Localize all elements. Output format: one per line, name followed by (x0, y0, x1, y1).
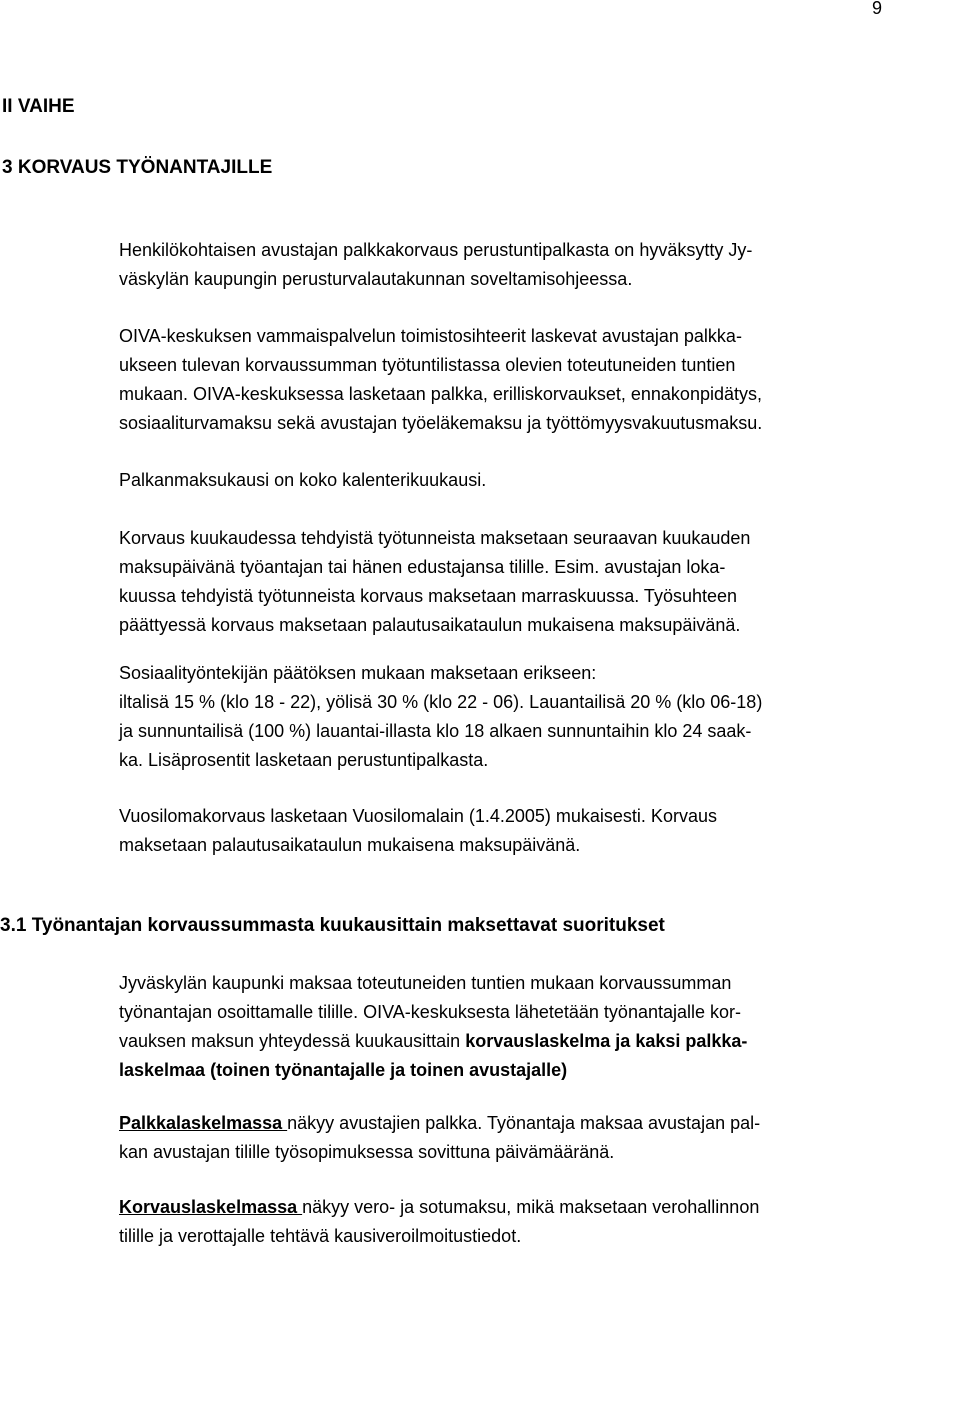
text-line: väskylän kaupungin perusturvalautakunnan soveltamisohjeessa. (119, 269, 633, 289)
paragraph-compensation-statement (119, 1193, 879, 1251)
paragraph-supplements (119, 659, 879, 775)
paragraph-pay-period (119, 466, 879, 495)
term-compensation-statement: Korvauslaskelmassa (119, 1197, 303, 1217)
text-span: näkyy avustajien palkka. Työnantaja maksaa avustajan pal- (287, 1113, 761, 1133)
paragraph-payment-timing (119, 524, 879, 640)
text-line: Korvaus kuukaudessa tehdyistä työtunneista maksetaan seuraavan kuukauden (119, 528, 751, 548)
text-line: Jyväskylän kaupunki maksaa toteutuneiden tuntien mukaan korvaussumman (119, 973, 732, 993)
text-line: iltalisä 15 % (klo 18 - 22), yölisä 30 % (klo 22 - 06). Lauantailisä 20 % (klo 06-18) (119, 692, 763, 712)
phase-heading: II VAIHE (2, 96, 75, 117)
page-number: 9 (871, 0, 882, 18)
paragraph-city-payment (119, 969, 879, 1085)
text-line (119, 1056, 879, 1085)
subsection-heading: 3.1 Työnantajan korvaussummasta kuukausittain maksettavat suoritukset (0, 915, 665, 936)
paragraph-wage-basis (119, 236, 879, 294)
text-line: ka. Lisäprosentit lasketaan perustuntipalkasta. (119, 750, 489, 770)
paragraph-payslip (119, 1109, 879, 1167)
text-line: työnantajan osoittamalle tilille. OIVA-keskuksesta lähetetään työnantajalle kor- (119, 1002, 742, 1022)
paragraph-holiday-pay (119, 802, 879, 860)
text-line (119, 1109, 879, 1138)
text-span: näkyy vero- ja sotumaksu, mikä maksetaan verohallinnon (302, 1197, 760, 1217)
text-line: kuussa tehdyistä työtunneista korvaus maksetaan marraskuussa. Työsuhteen (119, 586, 738, 606)
section-heading: 3 KORVAUS TYÖNANTAJILLE (2, 157, 273, 178)
term-payslip: Palkkalaskelmassa (119, 1113, 288, 1133)
text-line: OIVA-keskuksen vammaispalvelun toimistosihteerit laskevat avustajan palkka- (119, 326, 742, 346)
text-line: päättyessä korvaus maksetaan palautusaikataulun mukaisena maksupäivänä. (119, 615, 741, 635)
paragraph-calculation (119, 322, 879, 438)
text-line: maksupäivänä työantajan tai hänen edustajansa tilille. Esim. avustajan loka- (119, 557, 726, 577)
text-line: ja sunnuntailisä (100 %) lauantai-illasta klo 18 alkaen sunnuntaihin klo 24 saak- (119, 721, 752, 741)
bold-text: korvauslaskelma ja kaksi palkka- (465, 1031, 748, 1051)
text-line (119, 1193, 879, 1222)
bold-text: laskelmaa (toinen työnantajalle ja toinen avustajalle) (119, 1060, 568, 1080)
text-line: Sosiaalityöntekijän päätöksen mukaan maksetaan erikseen: (119, 663, 597, 683)
text-line (119, 1027, 879, 1056)
text-line: Palkanmaksukausi on koko kalenterikuukausi. (119, 470, 487, 490)
text-line: tilille ja verottajalle tehtävä kausiveroilmoitustiedot. (119, 1226, 522, 1246)
text-line: sosiaaliturvamaksu sekä avustajan työeläkemaksu ja työttömyysvakuutusmaksu. (119, 413, 763, 433)
text-line: Vuosilomakorvaus lasketaan Vuosilomalain (1.4.2005) mukaisesti. Korvaus (119, 806, 717, 826)
text-line: mukaan. OIVA-keskuksessa lasketaan palkka, erilliskorvaukset, ennakonpidätys, (119, 384, 762, 404)
text-line: ukseen tulevan korvaussumman työtuntilistassa olevien toteutuneiden tuntien (119, 355, 736, 375)
text-line: kan avustajan tilille työsopimuksessa sovittuna päivämääränä. (119, 1142, 615, 1162)
text-line: maksetaan palautusaikataulun mukaisena maksupäivänä. (119, 835, 581, 855)
text-line: Henkilökohtaisen avustajan palkkakorvaus perustuntipalkasta on hyväksytty Jy- (119, 240, 753, 260)
text-span: vauksen maksun yhteydessä kuukausittain (119, 1031, 466, 1051)
